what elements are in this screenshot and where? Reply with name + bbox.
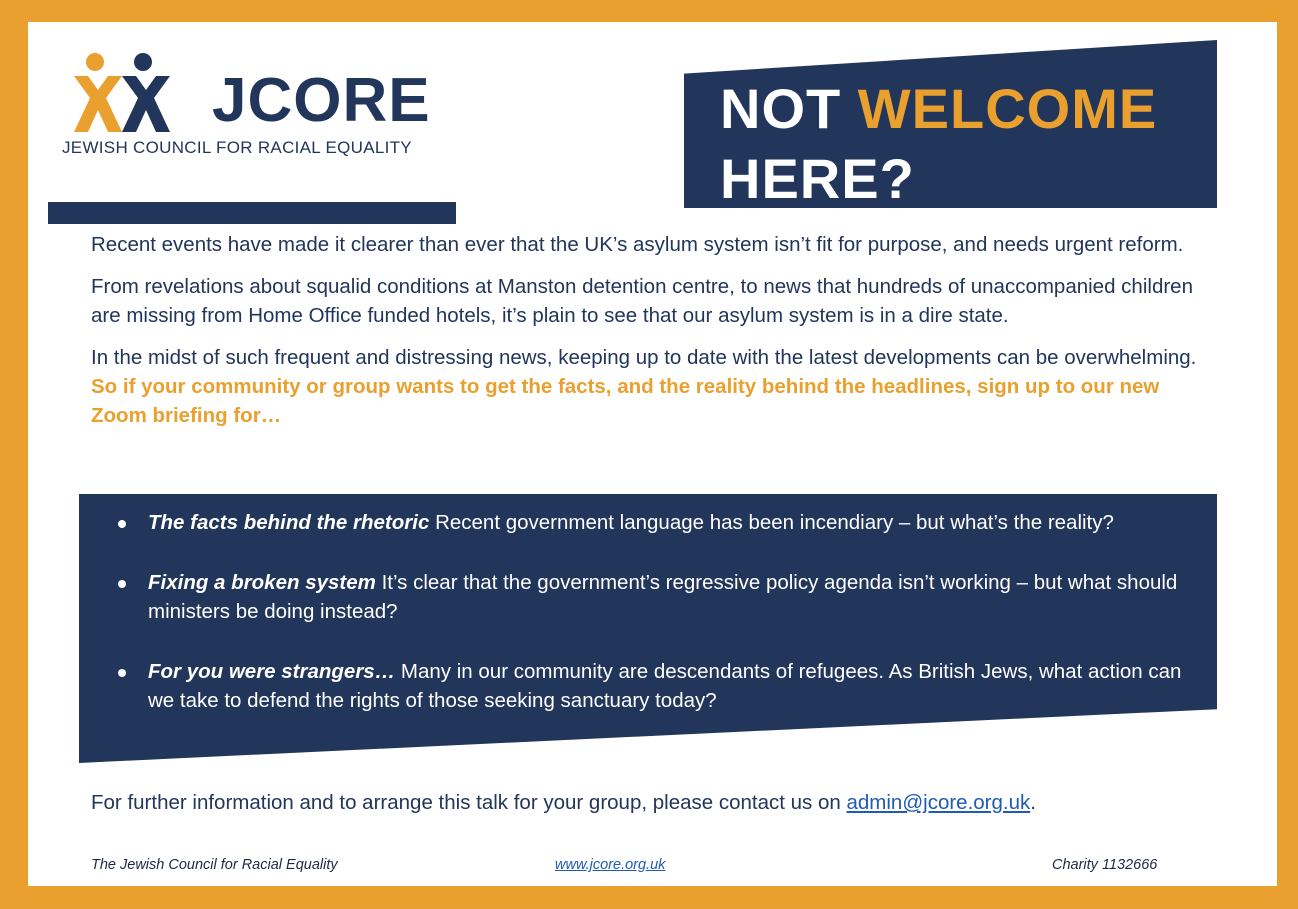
headline-part1: NOT xyxy=(720,77,842,140)
jcore-logo xyxy=(62,52,431,162)
bullet-dot-icon xyxy=(118,520,126,528)
flyer-page xyxy=(28,22,1277,886)
topic-text: Recent government language has been incendiary – but what’s the reality? xyxy=(435,511,1114,534)
intro-paragraph-3 xyxy=(91,343,1201,430)
people-figures-icon xyxy=(68,52,178,137)
topic-text: Many in our community are descendants of refugees. As British Jews, what action can we take to defend the rights of those seeking sanctuary today? xyxy=(148,660,1182,712)
topic-title: The facts behind the rhetoric xyxy=(148,511,430,534)
contact-email-link[interactable]: admin@jcore.org.uk xyxy=(846,791,1031,814)
topic-text: It’s clear that the government’s regressive policy agenda isn’t working – but what should ministers be doing instead? xyxy=(148,571,1178,623)
intro-paragraph-3-plain: In the midst of such frequent and distressing news, keeping up to date with the latest developments can be overwhelming. xyxy=(91,346,1197,369)
logo-underline-bar xyxy=(48,202,456,224)
website-link[interactable]: www.jcore.org.uk xyxy=(555,857,666,873)
footer-org-name: The Jewish Council for Racial Equality xyxy=(91,857,338,873)
footer-charity-number: Charity 1132666 xyxy=(1052,857,1158,873)
topic-item xyxy=(118,568,1198,626)
headline-part3: HERE? xyxy=(720,147,915,210)
topic-item xyxy=(118,657,1198,715)
headline-title xyxy=(720,74,1157,214)
logo-subtitle: JEWISH COUNCIL FOR RACIAL EQUALITY xyxy=(62,138,412,157)
logo-wordmark: JCORE xyxy=(212,66,431,135)
bullet-dot-icon xyxy=(118,580,126,588)
contact-end: . xyxy=(1030,791,1036,814)
topic-item xyxy=(118,508,1198,537)
headline-part2: WELCOME xyxy=(857,77,1158,140)
bullet-dot-icon xyxy=(118,669,126,677)
intro-call-to-action: So if your community or group wants to get the facts, and the reality behind the headlines, sign up to our new Zoom briefing for… xyxy=(91,375,1160,427)
intro-paragraph-1: Recent events have made it clearer than ever that the UK’s asylum system isn’t fit for purpose, and needs urgent reform. xyxy=(91,233,1184,256)
topics-list xyxy=(118,508,1198,746)
topic-title: Fixing a broken system xyxy=(148,571,376,594)
intro-text xyxy=(91,230,1201,443)
contact-text: For further information and to arrange this talk for your group, please contact us on xyxy=(91,791,841,814)
footer-website xyxy=(555,857,665,873)
intro-paragraph-2: From revelations about squalid conditions at Manston detention centre, to news that hundreds of unaccompanied children are missing from Home Office funded hotels, it’s plain to see that our asylum system is in a dire state. xyxy=(91,275,1193,327)
contact-line xyxy=(91,788,1211,817)
topic-title: For you were strangers… xyxy=(148,660,396,683)
